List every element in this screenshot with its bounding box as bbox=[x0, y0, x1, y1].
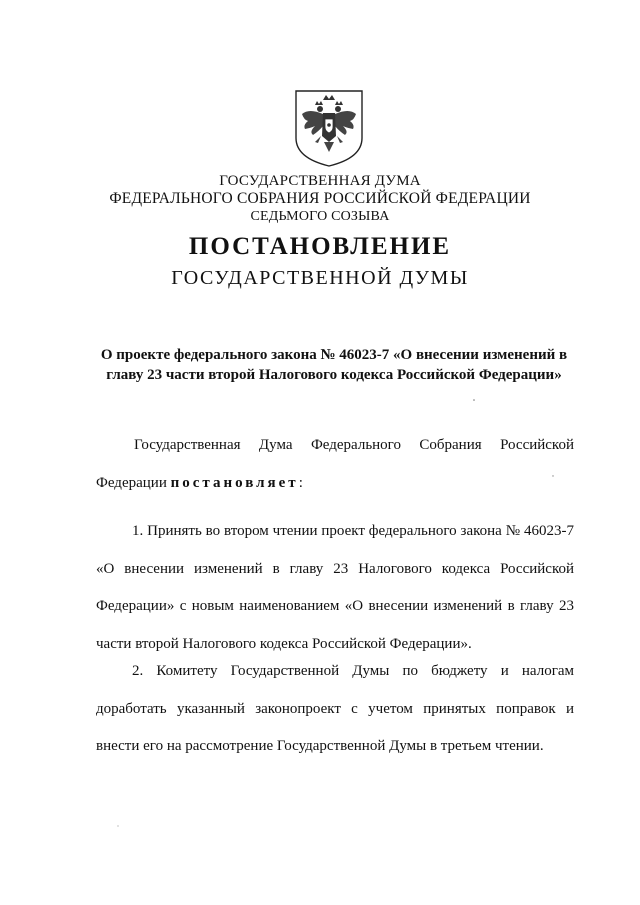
resolution-item-2: 2. Комитету Государственной Думы по бюджету и налогам доработать указанный законопроект с учетом принятых поправок и внести его на рассмотрение Государственной Думы в третьем чтении. bbox=[96, 663, 574, 754]
preamble-emphasis: постановляет bbox=[170, 474, 299, 491]
resolution-item-1: 1. Принять во втором чтении проект федерального закона № 46023-7 «О внесении изменений в главу 23 Налогового кодекса Российской Федерации» с новым наименованием «О внесении изменений в главу 23 части второй Налогового кодекса Российской Федерации». bbox=[96, 523, 574, 652]
document-subtitle: ГОСУДАРСТВЕННОЙ ДУМЫ bbox=[171, 267, 469, 289]
coat-of-arms-icon bbox=[293, 88, 365, 168]
document-title: ПОСТАНОВЛЕНИЕ bbox=[188, 233, 452, 260]
header-line-1: ГОСУДАРСТВЕННАЯ ДУМА bbox=[219, 173, 421, 189]
preamble-text: Государственная Дума Федерального Собрания Российской Федерации bbox=[96, 437, 574, 491]
preamble-suffix: : bbox=[298, 474, 303, 491]
preamble-paragraph bbox=[96, 427, 574, 502]
header-line-2: ФЕДЕРАЛЬНОГО СОБРАНИЯ РОССИЙСКОЙ ФЕДЕРАЦИИ bbox=[109, 190, 531, 207]
header-line-3: СЕДЬМОГО СОЗЫВА bbox=[250, 209, 390, 224]
document-subject: О проекте федерального закона № 46023-7 «О внесении изменений в главу 23 части второй Налогового кодекса Российской Федерации» bbox=[100, 347, 568, 383]
